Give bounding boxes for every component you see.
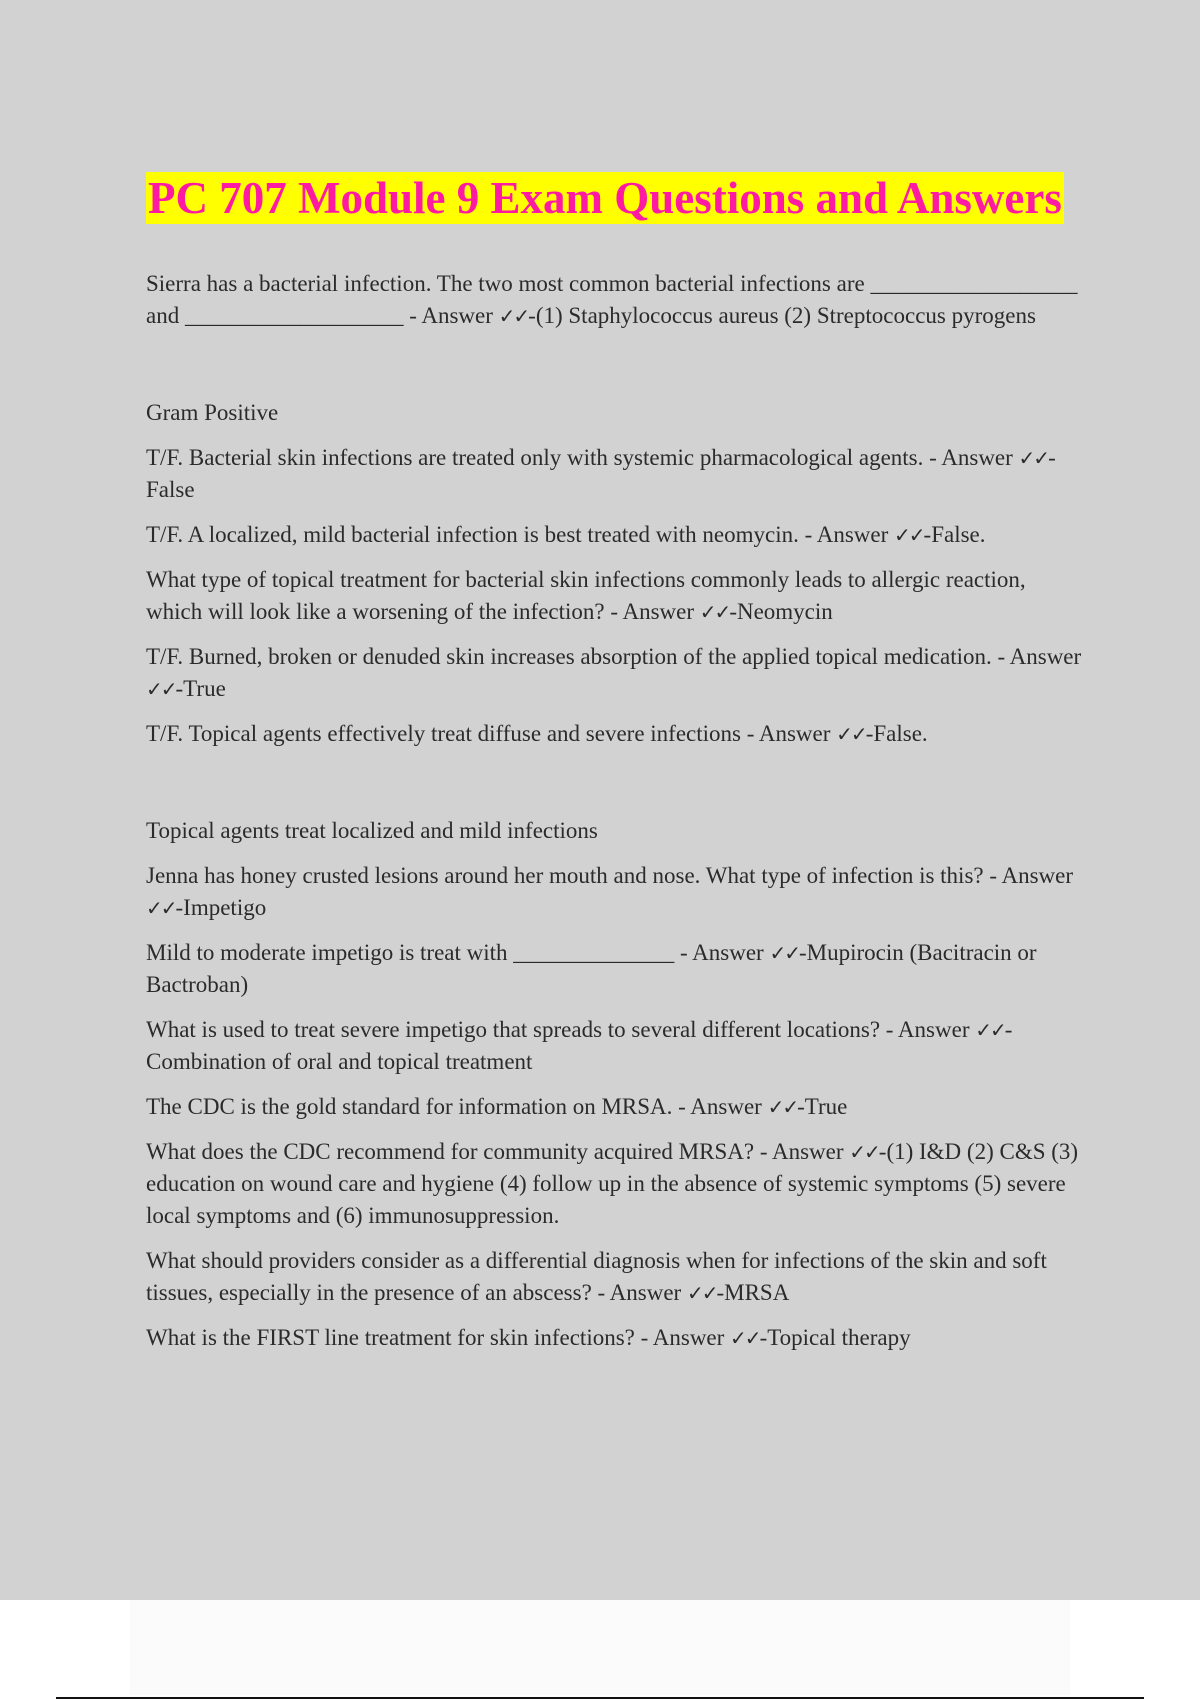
check-icon: ✓✓ [686, 1281, 717, 1305]
qa-item: T/F. Topical agents effectively treat diffuse and severe infections - Answer ✓✓-False. [146, 721, 928, 746]
footer-divider [56, 1697, 1144, 1699]
qa-item: What is used to treat severe impetigo that spreads to several different locations? - Answer ✓✓-Combination of oral and topical treatment [146, 1017, 1013, 1074]
check-icon: ✓✓ [894, 523, 924, 547]
qa-item: Sierra has a bacterial infection. The two most common bacterial infections are __________________ and ___________________ - Answer ✓✓-(1) Staphylococcus aureus (2) Streptococcus pyrogens [146, 271, 1078, 328]
page-footer [130, 1600, 1070, 1695]
note-text: Gram Positive [146, 400, 279, 425]
check-icon: ✓✓ [849, 1140, 879, 1164]
qa-item: T/F. A localized, mild bacterial infection is best treated with neomycin. - Answer ✓✓-False. [146, 522, 986, 547]
qa-item: Mild to moderate impetigo is treat with ______________ - Answer ✓✓-Mupirocin (Bacitracin or Bactroban) [146, 940, 1037, 997]
check-icon: ✓✓ [975, 1018, 1005, 1042]
qa-item: What is the FIRST line treatment for skin infections? - Answer ✓✓-Topical therapy [146, 1325, 911, 1350]
qa-list [146, 268, 1082, 1367]
qa-item: T/F. Bacterial skin infections are treated only with systemic pharmacological agents. - Answer ✓✓-False [146, 445, 1056, 502]
page-title: PC 707 Module 9 Exam Questions and Answers [148, 173, 1062, 223]
check-icon: ✓✓ [730, 1326, 760, 1350]
qa-item: What type of topical treatment for bacterial skin infections commonly leads to allergic reaction, which will look like a worsening of the infection? - Answer ✓✓-Neomycin [146, 567, 1026, 624]
check-icon: ✓✓ [836, 722, 866, 746]
qa-item: T/F. Burned, broken or denuded skin increases absorption of the applied topical medication. - Answer ✓✓-True [146, 644, 1082, 701]
qa-item: Jenna has honey crusted lesions around her mouth and nose. What type of infection is this? - Answer ✓✓-Impetigo [146, 863, 1074, 920]
qa-item: The CDC is the gold standard for information on MRSA. - Answer ✓✓-True [146, 1094, 848, 1119]
qa-item: What should providers consider as a differential diagnosis when for infections of the skin and soft tissues, especially in the presence of an abscess? - Answer ✓✓-MRSA [146, 1248, 1047, 1305]
note-text: Topical agents treat localized and mild infections [146, 818, 598, 843]
check-icon: ✓✓ [767, 1095, 798, 1119]
check-icon: ✓✓ [146, 677, 176, 701]
qa-item: What does the CDC recommend for community acquired MRSA? - Answer ✓✓-(1) I&D (2) C&S (3) education on wound care and hygiene (4) follow up in the absence of systemic symptoms (5) severe local symptoms and (6) immunosuppression. [146, 1139, 1079, 1228]
check-icon: ✓✓ [498, 304, 529, 328]
spacer [146, 763, 1082, 815]
check-icon: ✓✓ [699, 600, 730, 624]
check-icon: ✓✓ [146, 896, 176, 920]
check-icon: ✓✓ [1018, 446, 1049, 470]
spacer [146, 345, 1082, 397]
check-icon: ✓✓ [769, 941, 799, 965]
